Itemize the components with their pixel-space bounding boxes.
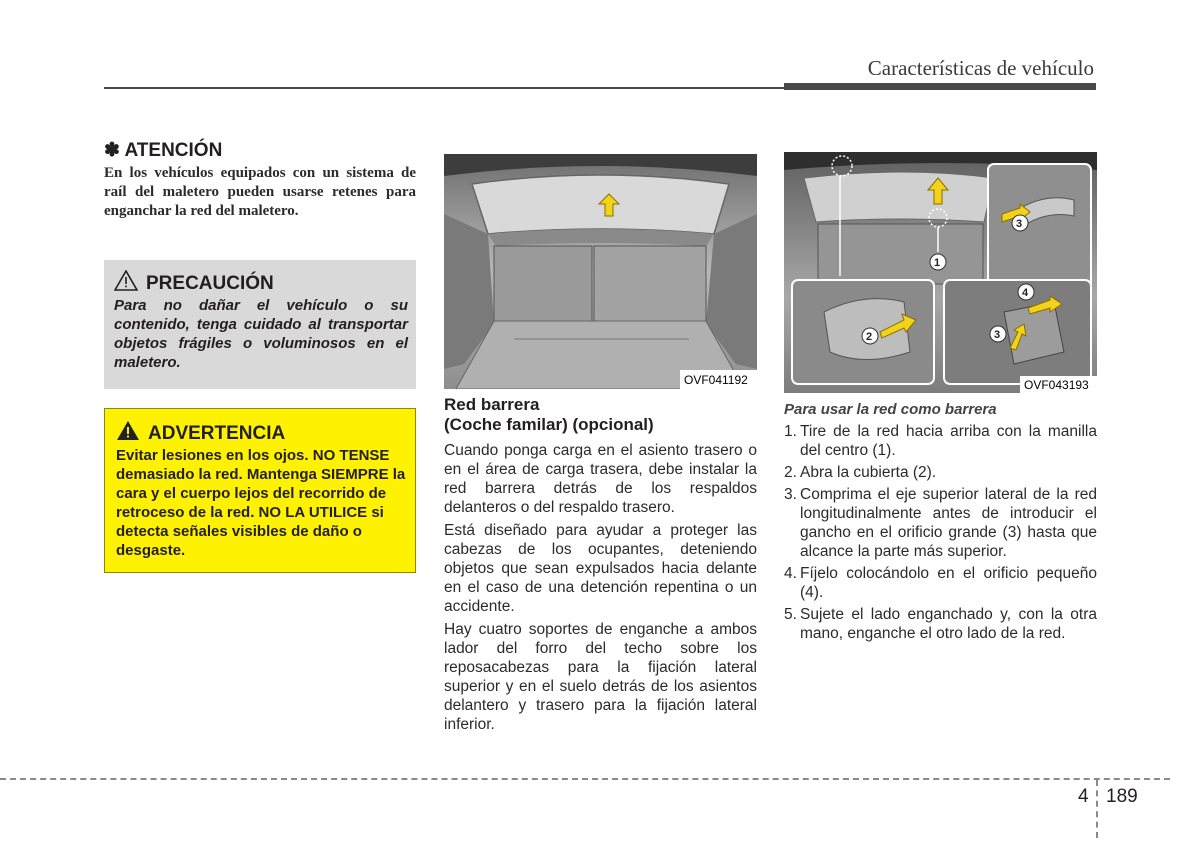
list-item	[784, 564, 1097, 602]
usar-red-steps	[784, 422, 1097, 646]
step-text: Comprima el eje superior lateral de la red longitudinalmente antes de introducir el gancho en el orificio grande (3) hasta que alcance la parte más superior.	[800, 486, 1097, 560]
figure1-code: OVF041192	[684, 373, 748, 387]
precaucion-title: PRECAUCIÓN	[146, 272, 274, 294]
step-text: Abra la cubierta (2).	[800, 464, 937, 481]
step-number: 3.	[784, 486, 797, 503]
step-text: Fíjelo colocándolo en el orificio pequeño (4).	[800, 565, 1097, 601]
usar-red-subheading: Para usar la red como barrera	[784, 401, 997, 418]
warning-triangle-filled-icon	[116, 420, 140, 447]
callout-4: 4	[1022, 287, 1029, 299]
footer-rule	[0, 778, 1170, 780]
atencion-body: En los vehículos equipados con un sistema de raíl del maletero pueden usarse retenes para enganchar la red del maletero.	[104, 165, 416, 219]
advertencia-body: Evitar lesiones en los ojos. NO TENSE demasiado la red. Mantenga SIEMPRE la cara y el cuerpo lejos del recorrido de retroceso de la red. NO LA UTILICE si detecta señales visibles de daño o desgaste.	[116, 447, 406, 559]
precaucion-body: Para no dañar el vehículo o su contenido, tenga cuidado al transportar objetos frágiles o voluminosos en el maletero.	[114, 297, 408, 371]
page-header-title: Características de vehículo	[867, 56, 1094, 80]
red-barrera-heading-line2: (Coche familar) (opcional)	[444, 415, 654, 434]
list-item	[784, 605, 1097, 643]
step-number: 5.	[784, 606, 797, 623]
footer-divider	[1096, 780, 1098, 838]
paragraph: Hay cuatro soportes de enganche a ambos lador del forro del techo sobre los reposacabezas para la fijación lateral superior y en el suelo detrás de los asientos delantero y trasero para la fijación lateral inferior.	[444, 621, 757, 733]
figure2-code: OVF043193	[1024, 378, 1089, 392]
step-text: Tire de la red hacia arriba con la manilla del centro (1).	[800, 423, 1097, 459]
header-rule-accent	[784, 83, 1096, 90]
paragraph: Está diseñado para ayudar a proteger las cabezas de los ocupantes, deteniendo objetos que sean expulsados hacia delante en el caso de una detención repentina o un accidente.	[444, 522, 757, 615]
callout-3a: 3	[1016, 218, 1023, 230]
step-text: Sujete el lado enganchado y, con la otra mano, enganche el otro lado de la red.	[800, 606, 1097, 642]
step-number: 2.	[784, 464, 797, 481]
list-item	[784, 463, 1097, 482]
atencion-title: ✽ ATENCIÓN	[104, 140, 223, 161]
step-number: 1.	[784, 423, 797, 440]
cargo-area-barrier-net-illustration	[444, 154, 757, 389]
warning-triangle-outline-icon	[114, 270, 138, 297]
red-barrera-body	[444, 441, 757, 738]
red-barrera-heading	[444, 395, 654, 435]
list-item	[784, 485, 1097, 561]
advertencia-heading	[116, 420, 285, 447]
red-barrera-heading-line1: Red barrera	[444, 395, 540, 414]
advertencia-title: ADVERTENCIA	[148, 422, 286, 444]
precaucion-heading	[114, 270, 274, 297]
callout-2: 2	[866, 331, 873, 343]
barrier-net-installation-illustration	[784, 152, 1097, 393]
step-number: 4.	[784, 565, 797, 582]
page-number: 189	[1106, 786, 1138, 807]
list-item	[784, 422, 1097, 460]
callout-1: 1	[934, 257, 941, 269]
header-rule	[104, 87, 784, 89]
callout-3b: 3	[994, 329, 1001, 341]
chapter-number: 4	[1078, 786, 1089, 807]
paragraph: Cuando ponga carga en el asiento trasero o en el área de carga trasera, debe instalar la red barrera detrás de los respaldos delanteros o del respaldo trasero.	[444, 442, 757, 516]
